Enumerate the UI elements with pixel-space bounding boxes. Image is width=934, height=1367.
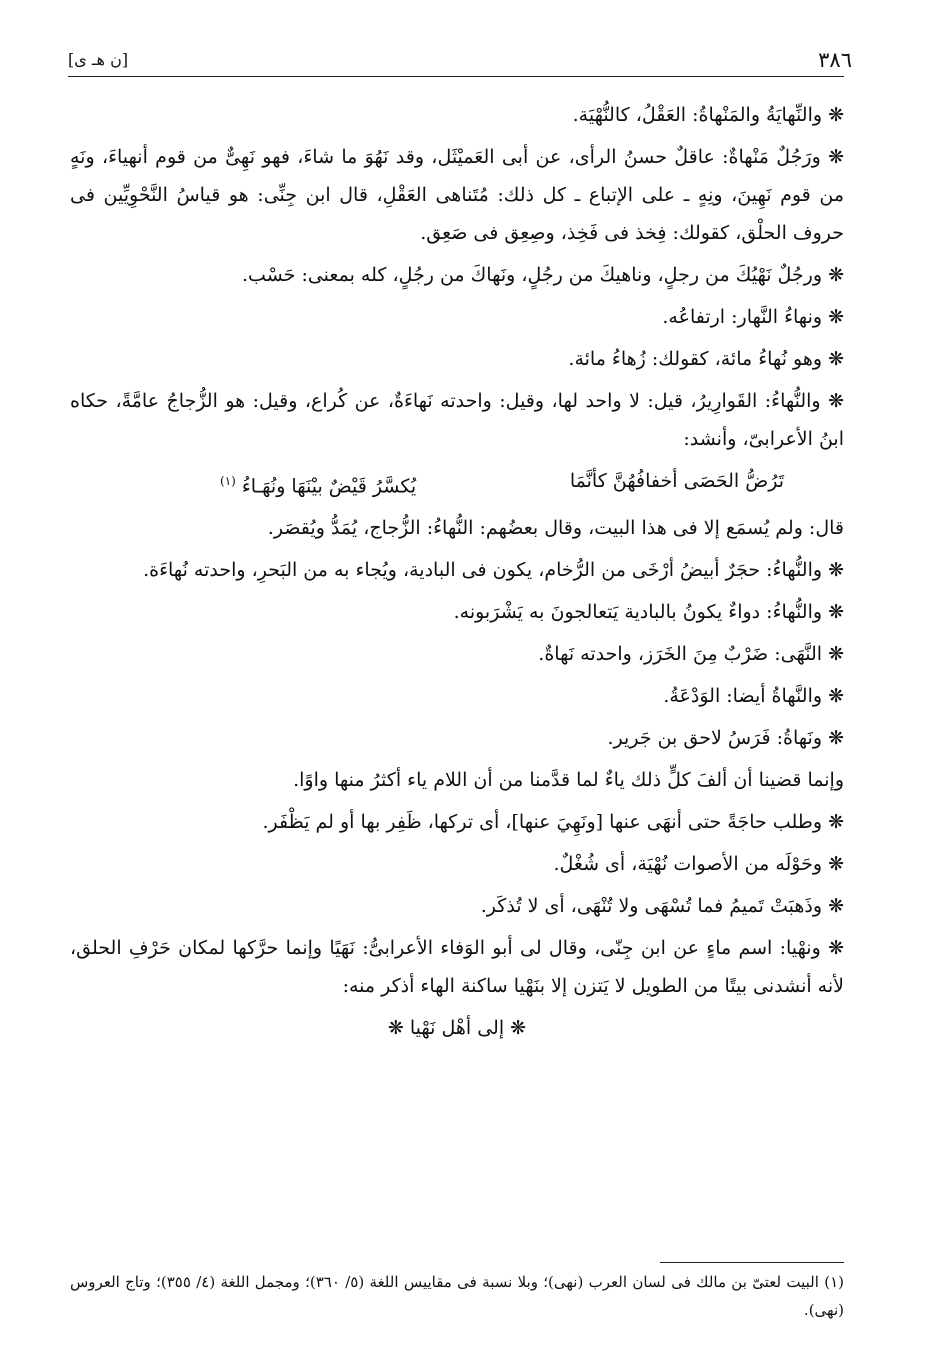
entry-text: ونَهاةُ: فَرَسُ لاحق بن جَرير. bbox=[607, 727, 823, 750]
entry-paragraph bbox=[70, 551, 844, 589]
quote-text: إلى أهْل نَهْيا bbox=[409, 1017, 505, 1040]
plain-paragraph: وإنما قضينا أن ألفَ كلٍّ ذلك ياءٌ لما قدَّمنا من أن اللام ياء أكثرُ منها واوًا. bbox=[293, 769, 844, 792]
poetry-verse bbox=[70, 462, 844, 505]
entry-paragraph bbox=[70, 298, 844, 336]
star-icon: ❋ bbox=[828, 559, 844, 582]
footnote bbox=[70, 1268, 844, 1324]
entry-paragraph bbox=[70, 635, 844, 673]
entry-text: والنَّهاةُ أيضا: الوَدْعَةُ. bbox=[663, 685, 823, 708]
entry-text: والنُّهاءُ: القَوارِيرُ، قيل: لا واحد لها، وقيل: واحدته نَهاءَةٌ، عن كُراع، وقيل: هو الزُّجاجُ عامَّةً، حكاه ابنُ الأعرابىّ، وأنشد: bbox=[70, 390, 844, 450]
star-icon: ❋ bbox=[828, 390, 844, 412]
verse-first-hemistich: تَرُضُّ الحَصَى أخفافُهُنَّ كأنَّمَا bbox=[569, 470, 784, 492]
entry-paragraph bbox=[70, 96, 844, 134]
entry-paragraph bbox=[70, 593, 844, 631]
entry-text: النَّهَى: ضَرْبٌ مِنَ الخَرَز، واحدته نَهاةٌ. bbox=[538, 643, 823, 666]
entry-text: وهو نُهاءُ مائة، كقولك: زُهاءُ مائة. bbox=[568, 348, 823, 370]
footnote-reference: (١) bbox=[220, 474, 236, 488]
entry-text: وطلب حاجَةً حتى أنهَى عنها [ونَهِيَ عنها]، أى تركها، ظَفِر بها أو لم يَظْفَر. bbox=[262, 811, 823, 834]
star-icon: ❋ bbox=[828, 811, 844, 834]
star-icon: ❋ bbox=[828, 264, 844, 286]
entry-paragraph bbox=[70, 138, 844, 252]
entry-paragraph bbox=[70, 803, 844, 841]
star-icon: ❋ bbox=[828, 306, 844, 328]
star-icon: ❋ bbox=[828, 895, 844, 918]
star-icon: ❋ bbox=[828, 104, 844, 126]
entry-text: ونهْيا: اسم ماءٍ عن ابن جِنّى، وقال لى أبو الوَفاء الأعرابىُّ: نَهَيًا وإنما حرَّكها لمكان حَرْفِ الحلق، لأنه أنشدنى بيتًا من الطويل لا يَتزن إلا بنَهْيا ساكنة الهاء أذكر منه: bbox=[70, 937, 844, 998]
entry-text: وحَوْلَه من الأصوات نُهْيَة، أى شُغْلٌ. bbox=[553, 853, 823, 876]
footnote-text: (١) البيت لعتىّ بن مالك فى لسان العرب (نهى)؛ وبلا نسبة فى مقاييس اللغة (٥/ ٣٦٠)؛ ومجمل اللغة (٤/ ٣٥٥)؛ وتاج العروس (نهى). bbox=[70, 1273, 844, 1319]
entry-text: والنُّهاءُ: حجَرٌ أبيضُ أرْخَى من الرُّخام، يكون فى البادية، ويُجاء به من البَحرِ، واحدته نُهاءَة. bbox=[143, 559, 823, 582]
entry-text: والنُّهاءُ: دواءٌ يكونُ بالبادية يَتعالجونَ به يَشْرَبونه. bbox=[453, 601, 823, 624]
star-icon: ❋ bbox=[828, 685, 844, 708]
entry-paragraph bbox=[70, 845, 844, 883]
verse-second-text: يُكسَّرُ قَيْضٌ بيْنَهَا ونُهَـاءُ bbox=[241, 475, 417, 498]
star-icon: ❋ bbox=[828, 853, 844, 876]
star-icon: ❋ bbox=[510, 1017, 527, 1040]
entry-paragraph bbox=[70, 677, 844, 715]
entry-paragraph bbox=[70, 382, 844, 458]
star-icon: ❋ bbox=[828, 937, 844, 960]
verse-second-hemistich bbox=[220, 462, 416, 505]
centered-quote bbox=[70, 1009, 844, 1047]
main-text bbox=[70, 96, 844, 1051]
footnote-divider bbox=[660, 1262, 844, 1263]
star-icon: ❋ bbox=[828, 146, 844, 168]
entry-text: ونهاءُ النَّهار: ارتفاعُه. bbox=[662, 306, 823, 328]
star-icon: ❋ bbox=[828, 727, 844, 750]
header-root-letters: [ن هـ ى] bbox=[68, 50, 129, 69]
entry-text: وذَهبَتْ تَميمُ فما تُسْهَى ولا تُنْهَى، أى لا تُذكَر. bbox=[480, 895, 823, 918]
entry-text: ورَجُلٌ مَنْهاةٌ: عاقلٌ حسنُ الرأى، عن أبى العَميْثَل، وقد نَهُوَ ما شاءَ، فهو نَهِىٌّ من قوم أنهياءَ، ونَهٍ من قوم نَهِينَ، ونِهٍ ـ على الإتباع ـ كل ذلك: مُتَناهى العَقْلِ، قال ابن جِنِّى: هو قياسُ النَّحْوِيِّين فى حروف الحلْق، كقولك: فِخذ فى فَخِذ، وصِعِق فى صَعِق. bbox=[70, 146, 844, 244]
entry-paragraph bbox=[70, 929, 844, 1005]
entry-text: والنِّهايَةُ والمَنْهاةُ: العَقْلُ، كالنُّهْيَة. bbox=[572, 104, 823, 126]
page-number: ٣٨٦ bbox=[818, 48, 852, 72]
star-icon: ❋ bbox=[828, 601, 844, 624]
star-icon: ❋ bbox=[387, 1017, 404, 1040]
entry-paragraph bbox=[70, 887, 844, 925]
entry-text: ورجُلٌ نَهْيُكَ من رجلٍ، وناهيكَ من رجُلٍ، ونَهاكَ من رجُلٍ، كله بمعنى: حَسْب. bbox=[242, 264, 823, 286]
quote-paragraph: قال: ولم يُسمَع إلا فى هذا البيت، وقال بعضُهم: النُّهاءُ: الزُّجاج، يُمَدُّ ويُقصَر. bbox=[267, 517, 844, 540]
star-icon: ❋ bbox=[828, 348, 844, 370]
entry-paragraph bbox=[70, 719, 844, 757]
entry-paragraph bbox=[70, 340, 844, 378]
header-divider bbox=[68, 76, 844, 77]
star-icon: ❋ bbox=[828, 643, 844, 666]
entry-paragraph bbox=[70, 256, 844, 294]
